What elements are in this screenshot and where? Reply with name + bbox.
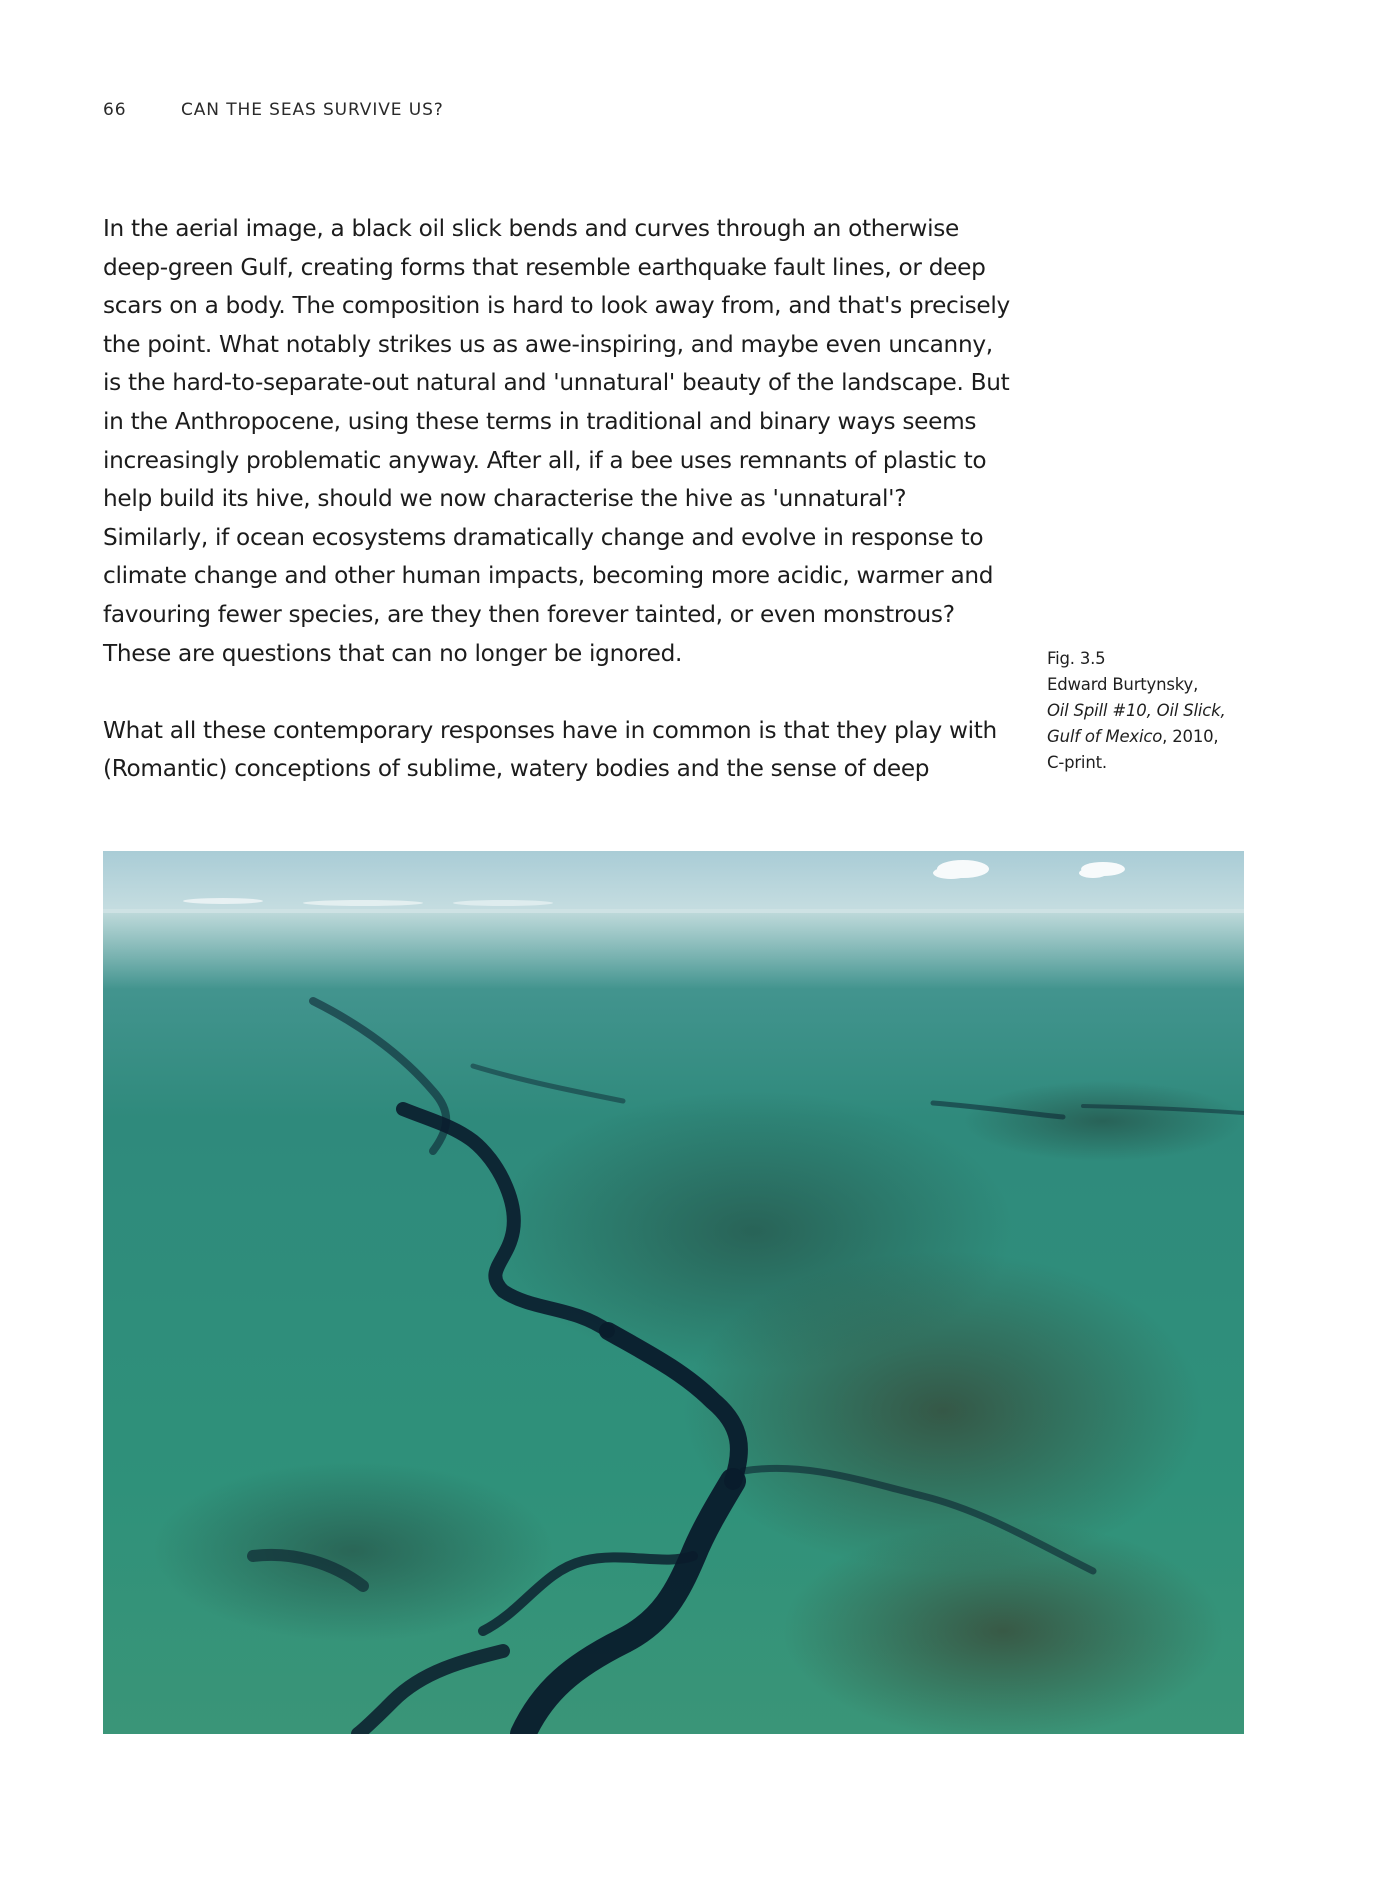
caption-place-year: [1047, 724, 1247, 750]
photo-haze: [103, 909, 1244, 989]
paragraph: What all these contemporary responses have in common is that they play with (Romantic) conceptions of sublime, watery bodies and the sense of deep: [103, 716, 997, 783]
figure-caption: [1047, 646, 1247, 776]
paragraph: In the aerial image, a black oil slick bends and curves through an otherwise deep-green Gulf, creating forms that resemble earthquake fault lines, or deep scars on a body. The composition is hard to look away from, and that's precisely the point. What notably strikes us as awe-inspiring, and maybe even uncanny, is the hard-to-separate-out natural and 'unnatural' beauty of the landscape. But in the Anthropocene, using these terms in traditional and binary ways seems increasingly problematic anyway. After all, if a bee uses remnants of plastic to help build its hive, should we now characterise the hive as 'unnatural'? Similarly, if ocean ecosystems dramatically change and evolve in response to climate change and other human impacts, becoming more acidic, warmer and favouring fewer species, are they then forever tainted, or even monstrous? These are questions that can no longer be ignored.: [103, 215, 1010, 667]
oil-slick-aerial-photo: [103, 851, 1244, 1734]
page-number: 66: [103, 100, 127, 120]
caption-medium: C-print.: [1047, 753, 1107, 772]
caption-work-title: Oil Spill #10, Oil Slick,: [1047, 701, 1226, 720]
running-title: CAN THE SEAS SURVIVE US?: [181, 100, 444, 120]
figure-label: Fig. 3.5: [1047, 649, 1106, 668]
body-text: [103, 210, 1015, 789]
caption-work-place: Gulf of Mexico: [1047, 727, 1163, 746]
caption-year: , 2010,: [1162, 727, 1219, 746]
caption-artist: Edward Burtynsky,: [1047, 675, 1199, 694]
running-head: [103, 100, 444, 120]
